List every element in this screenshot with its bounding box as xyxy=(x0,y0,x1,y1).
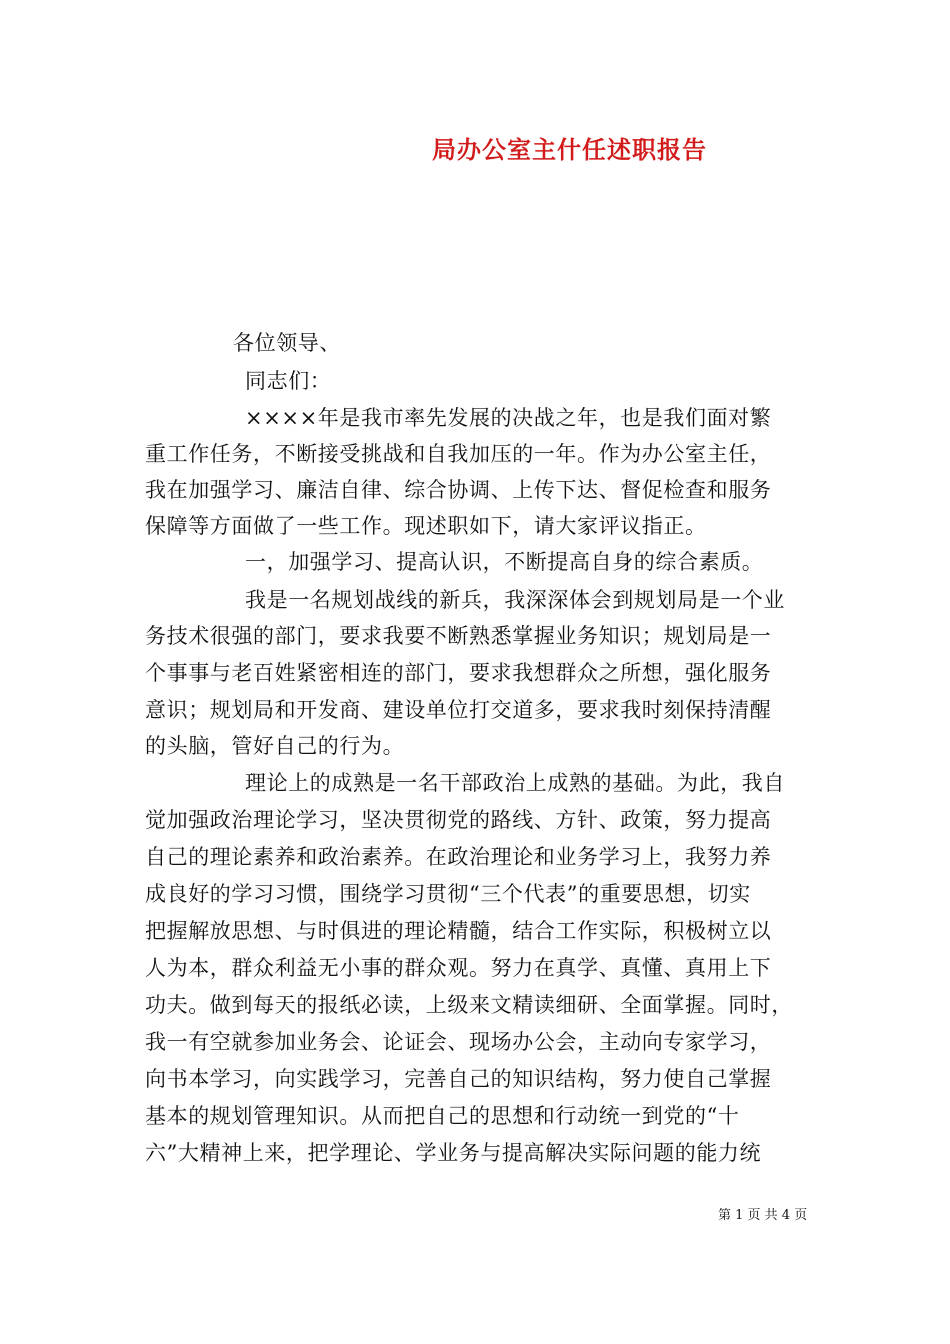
section-heading: 一，加强学习、提高认识，不断提高自身的综合素质。 xyxy=(245,550,764,574)
body-line: 意识；规划局和开发商、建设单位打交道多，要求我时刻保持清醒 xyxy=(145,698,772,722)
salutation-line: 各位领导、 xyxy=(233,331,341,355)
body-line: 我是一名规划战线的新兵，我深深体会到规划局是一个业 xyxy=(245,588,785,612)
body-line: 六”大精神上来，把学理论、学业务与提高解决实际问题的能力统 xyxy=(145,1141,762,1165)
body-line: 向书本学习，向实践学习，完善自己的知识结构，努力使自己掌握 xyxy=(145,1067,772,1091)
body-line: 保障等方面做了一些工作。现述职如下，请大家评议指正。 xyxy=(145,514,707,538)
body-line: 成良好的学习习惯，围绕学习贯彻“三个代表”的重要思想，切实 xyxy=(145,882,751,906)
page-number-footer: 第 1 页 共 4 页 xyxy=(718,1208,808,1223)
body-line: 务技术很强的部门，要求我要不断熟悉掌握业务知识；规划局是一 xyxy=(145,624,772,648)
body-line: 功夫。做到每天的报纸必读，上级来文精读细研、全面掌握。同时， xyxy=(145,993,793,1017)
body-line: 基本的规划管理知识。从而把自己的思想和行动统一到党的“十 xyxy=(145,1104,740,1128)
salutation-line: 同志们： xyxy=(245,369,332,393)
body-line: 把握解放思想、与时俱进的理论精髓，结合工作实际，积极树立以 xyxy=(145,919,772,943)
body-line: 个事事与老百姓紧密相连的部门，要求我想群众之所想，强化服务 xyxy=(145,661,772,685)
body-line: 我一有空就参加业务会、论证会、现场办公会，主动向专家学习， xyxy=(145,1030,772,1054)
document-title: 局办公室主什任述职报告 xyxy=(432,135,707,164)
body-line: 自己的理论素养和政治素养。在政治理论和业务学习上，我努力养 xyxy=(145,845,772,869)
body-line: 人为本，群众利益无小事的群众观。努力在真学、真懂、真用上下 xyxy=(145,956,772,980)
body-line: 的头脑，管好自己的行为。 xyxy=(145,734,405,758)
body-line: 我在加强学习、廉洁自律、综合协调、上传下达、督促检查和服务 xyxy=(145,478,772,502)
body-line: 重工作任务，不断接受挑战和自我加压的一年。作为办公室主任， xyxy=(145,442,772,466)
body-line: 觉加强政治理论学习，坚决贯彻党的路线、方针、政策，努力提高 xyxy=(145,808,772,832)
body-line: ××××年是我市率先发展的决战之年，也是我们面对繁 xyxy=(245,406,772,430)
body-line: 理论上的成熟是一名干部政治上成熟的基础。为此，我自 xyxy=(245,771,785,795)
